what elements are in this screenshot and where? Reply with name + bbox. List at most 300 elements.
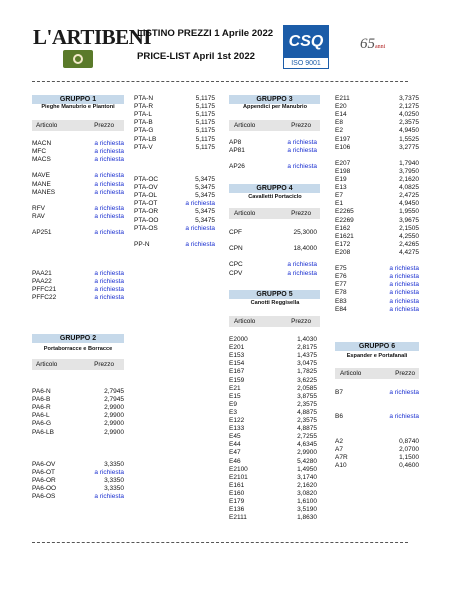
group-2-subtitle: Portaborracce e Borracce xyxy=(43,346,113,352)
article-price: a richiesta xyxy=(389,297,419,305)
article-code: E83 xyxy=(335,297,347,305)
group-3-column-header xyxy=(229,120,320,131)
group-6-subtitle: Espander e Portafanali xyxy=(346,353,408,359)
price-row xyxy=(134,217,215,225)
price-row xyxy=(335,160,419,168)
article-price: 5,4280 xyxy=(297,457,317,465)
article-price: 2,1620 xyxy=(399,176,419,183)
article-price: 4,0250 xyxy=(399,111,419,119)
article-code: PTA-V xyxy=(134,143,153,151)
article-code: PA6-N xyxy=(32,388,51,395)
article-price: 5,3475 xyxy=(195,216,215,224)
article-price: a richiesta xyxy=(185,240,215,248)
price-row xyxy=(32,493,124,501)
price-row xyxy=(229,360,317,368)
article-price: 4,9450 xyxy=(399,200,419,208)
article-code: E154 xyxy=(229,360,245,368)
article-price: 2,9900 xyxy=(297,449,317,457)
price-row xyxy=(335,136,419,144)
article-price: a richiesta xyxy=(94,229,124,237)
price-row xyxy=(229,245,317,253)
price-row xyxy=(229,385,317,393)
article-price: a richiesta xyxy=(185,200,215,208)
article-code: E47 xyxy=(229,449,241,457)
article-price: 4,0825 xyxy=(399,184,419,192)
article-price: 2,9900 xyxy=(104,428,124,436)
article-code: CPV xyxy=(229,269,243,277)
price-row xyxy=(229,344,317,352)
article-column-label: Articolo xyxy=(234,122,256,129)
article-code: MACS xyxy=(32,156,51,164)
article-code: PAA21 xyxy=(32,269,52,277)
article-price: 3,7375 xyxy=(399,95,419,102)
article-price: a richiesta xyxy=(185,224,215,232)
price-row xyxy=(32,278,124,286)
article-code: PTA-OL xyxy=(134,192,157,200)
price-row xyxy=(32,404,124,412)
article-price: 2,1275 xyxy=(399,103,419,111)
article-code: PA6-OR xyxy=(32,477,56,485)
article-code: PTA-OC xyxy=(134,176,159,183)
price-row xyxy=(134,103,215,111)
article-code: E179 xyxy=(229,498,245,505)
article-code: E208 xyxy=(335,248,351,256)
article-code: E167 xyxy=(229,368,245,376)
price-row xyxy=(229,425,317,433)
price-column-label: Prezzo xyxy=(94,122,114,129)
price-row xyxy=(32,189,124,197)
price-row xyxy=(229,441,317,449)
logo-emblem-icon xyxy=(63,50,93,68)
group-5-header: GRUPPO 5 xyxy=(229,290,320,299)
article-price: 2,4265 xyxy=(399,240,419,248)
article-code: E20 xyxy=(335,103,347,111)
article-price: a richiesta xyxy=(287,269,317,277)
price-row xyxy=(335,233,419,241)
price-row xyxy=(229,409,317,417)
article-code: E2101 xyxy=(229,473,248,481)
article-code: A10 xyxy=(335,461,347,469)
article-code: E122 xyxy=(229,417,245,424)
price-row xyxy=(335,119,419,127)
price-row xyxy=(335,200,419,208)
group-2-header: GRUPPO 2 xyxy=(32,334,124,343)
group-4-column-header xyxy=(229,208,320,219)
article-code: E14 xyxy=(335,111,347,119)
price-row xyxy=(335,176,419,184)
article-code: E2100 xyxy=(229,465,248,473)
price-row xyxy=(335,95,419,103)
article-code: PA6-OT xyxy=(32,469,55,476)
price-column-label: Prezzo xyxy=(94,361,114,368)
article-code: PTA-OR xyxy=(134,208,159,216)
price-row xyxy=(32,205,124,213)
price-row xyxy=(32,294,124,302)
article-code: PAA22 xyxy=(32,277,52,285)
article-price: 2,3575 xyxy=(297,417,317,424)
article-price: 3,3350 xyxy=(104,485,124,493)
price-row xyxy=(229,506,317,514)
article-price: a richiesta xyxy=(94,172,124,180)
article-code: PP-N xyxy=(134,240,150,248)
price-row xyxy=(335,413,419,421)
article-price: a richiesta xyxy=(389,305,419,313)
article-code: E1 xyxy=(335,200,343,208)
price-row xyxy=(335,192,419,200)
article-price: a richiesta xyxy=(94,204,124,212)
article-price: 2,7255 xyxy=(297,433,317,441)
article-code: E211 xyxy=(335,95,350,102)
article-code: MACN xyxy=(32,140,52,147)
group-1-header: GRUPPO 1 xyxy=(32,95,124,104)
article-price: a richiesta xyxy=(94,180,124,188)
article-price: 2,9900 xyxy=(104,404,124,412)
price-row xyxy=(229,514,317,522)
article-price: 3,2775 xyxy=(399,143,419,151)
article-price: 5,3475 xyxy=(195,176,215,183)
group-1-column-header xyxy=(32,120,124,131)
article-code: E2000 xyxy=(229,336,248,343)
price-row xyxy=(335,111,419,119)
price-row xyxy=(229,466,317,474)
article-code: E76 xyxy=(335,273,347,281)
article-price: a richiesta xyxy=(287,139,317,146)
article-price: a richiesta xyxy=(94,285,124,293)
article-price: 5,3475 xyxy=(195,184,215,192)
group-5-subtitle: Canotti Reggisella xyxy=(250,300,300,306)
price-row xyxy=(335,298,419,306)
article-price: 3,6225 xyxy=(297,376,317,384)
article-code: E75 xyxy=(335,265,347,273)
price-row xyxy=(32,461,124,469)
article-code: B6 xyxy=(335,413,343,421)
article-price: 2,9900 xyxy=(104,412,124,420)
price-row xyxy=(335,438,419,446)
article-price: 1,6100 xyxy=(297,498,317,505)
article-price: 5,1175 xyxy=(195,127,215,135)
price-row xyxy=(229,474,317,482)
price-row xyxy=(134,95,215,103)
price-row xyxy=(229,163,317,171)
price-column-label: Prezzo xyxy=(291,210,311,217)
title-italian: LISTINO PREZZI 1 Aprile 2022 xyxy=(137,28,274,39)
article-column-label: Articolo xyxy=(234,210,256,217)
article-price: 3,3350 xyxy=(104,477,124,485)
price-row xyxy=(335,249,419,257)
price-row xyxy=(32,229,124,237)
article-price: 2,3575 xyxy=(399,119,419,127)
article-price: a richiesta xyxy=(389,389,419,396)
article-code: A7R xyxy=(335,453,348,461)
article-code: MANE xyxy=(32,180,51,188)
article-price: 4,9450 xyxy=(399,127,419,135)
article-price: a richiesta xyxy=(94,148,124,156)
price-row xyxy=(335,127,419,135)
group-3-subtitle: Appendici per Manubrio xyxy=(242,104,308,110)
article-code: E161 xyxy=(229,481,245,489)
csq-brand: CSQ xyxy=(284,26,328,58)
price-row xyxy=(229,270,317,278)
article-code: CPC xyxy=(229,261,243,269)
price-row xyxy=(335,389,419,397)
price-row xyxy=(32,140,124,148)
article-price: 2,8175 xyxy=(297,344,317,352)
logo-wordmark: L'ARTIBENI xyxy=(33,25,151,49)
article-code: MFC xyxy=(32,148,47,156)
article-code: PTA-OT xyxy=(134,200,158,208)
article-price: 1,9550 xyxy=(399,208,419,216)
price-row xyxy=(32,286,124,294)
article-price: a richiesta xyxy=(94,140,124,147)
price-row xyxy=(229,229,317,237)
price-row xyxy=(32,429,124,437)
article-code: PTA-OO xyxy=(134,216,159,224)
group-5-column-header xyxy=(229,316,320,327)
price-row xyxy=(32,270,124,278)
price-row xyxy=(335,103,419,111)
article-code: E13 xyxy=(335,184,347,192)
price-row xyxy=(335,462,419,470)
article-price: 2,7945 xyxy=(104,396,124,404)
article-price: 3,7950 xyxy=(399,167,419,175)
price-row xyxy=(134,200,215,208)
article-code: PTA-OS xyxy=(134,224,158,232)
price-row xyxy=(229,458,317,466)
article-price: 1,4030 xyxy=(297,336,317,343)
price-row xyxy=(32,485,124,493)
article-code: E3 xyxy=(229,408,237,416)
article-price: 2,0585 xyxy=(297,384,317,392)
group-4-header: GRUPPO 4 xyxy=(229,184,320,193)
article-code: PFFC22 xyxy=(32,293,57,301)
price-row xyxy=(229,417,317,425)
article-code: B7 xyxy=(335,389,343,396)
price-row xyxy=(335,454,419,462)
article-column-label: Articolo xyxy=(234,318,256,325)
price-row xyxy=(335,184,419,192)
article-price: 5,3475 xyxy=(195,208,215,216)
price-row xyxy=(32,477,124,485)
article-code: PTA-N xyxy=(134,95,154,102)
price-row xyxy=(32,181,124,189)
article-price: 2,3575 xyxy=(297,400,317,408)
price-row xyxy=(134,127,215,135)
article-price: 1,1500 xyxy=(399,453,419,461)
article-price: a richiesta xyxy=(389,413,419,421)
article-price: 5,3475 xyxy=(195,192,215,200)
price-row xyxy=(335,265,419,273)
article-code: E159 xyxy=(229,376,245,384)
group-3-header: GRUPPO 3 xyxy=(229,95,320,104)
article-code: CPF xyxy=(229,229,242,236)
article-code: E21 xyxy=(229,384,241,392)
article-code: E172 xyxy=(335,240,351,248)
group-4-subtitle: Cavalletti Portaciclo xyxy=(248,194,302,200)
article-price: 3,1740 xyxy=(297,473,317,481)
iso-label: ISO 9001 xyxy=(291,60,321,67)
article-code: E84 xyxy=(335,305,347,313)
article-price: 1,7940 xyxy=(399,159,419,167)
article-code: PTA-R xyxy=(134,103,154,111)
article-price: a richiesta xyxy=(94,469,124,476)
price-row xyxy=(229,147,317,155)
article-code: PA6-B xyxy=(32,396,51,404)
price-row xyxy=(335,281,419,289)
article-code: PTA-L xyxy=(134,111,152,119)
article-price: 3,0820 xyxy=(297,489,317,497)
price-row xyxy=(229,368,317,376)
price-column-label: Prezzo xyxy=(291,318,311,325)
top-divider xyxy=(32,81,408,82)
article-code: RFV xyxy=(32,204,45,212)
article-code: E2 xyxy=(335,127,343,135)
article-code: E153 xyxy=(229,352,245,360)
price-row xyxy=(335,217,419,225)
article-price: 3,0475 xyxy=(297,360,317,368)
group-6-column-header xyxy=(335,368,419,379)
article-code: RAV xyxy=(32,212,45,220)
article-price: 3,5190 xyxy=(297,506,317,514)
article-price: 0,8740 xyxy=(399,437,419,445)
article-code: PTA-OV xyxy=(134,184,158,192)
price-row xyxy=(229,449,317,457)
group-6-header: GRUPPO 6 xyxy=(335,342,419,351)
price-row xyxy=(32,388,124,396)
article-price: a richiesta xyxy=(94,493,124,501)
article-price: a richiesta xyxy=(287,147,317,155)
price-row xyxy=(335,208,419,216)
article-code: AP251 xyxy=(32,229,52,237)
article-code: E201 xyxy=(229,344,245,352)
price-row xyxy=(134,184,215,192)
article-price: 1,5525 xyxy=(399,135,419,143)
article-price: 4,4275 xyxy=(399,248,419,256)
article-price: a richiesta xyxy=(389,281,419,289)
bottom-divider xyxy=(32,542,408,543)
price-row xyxy=(229,139,317,147)
price-row xyxy=(335,446,419,454)
article-code: E2269 xyxy=(335,216,354,224)
article-column-label: Articolo xyxy=(36,122,58,129)
article-code: E162 xyxy=(335,224,351,232)
company-logo xyxy=(33,22,151,72)
price-row xyxy=(335,144,419,152)
price-row xyxy=(335,241,419,249)
article-price: 4,8875 xyxy=(297,408,317,416)
article-code: E19 xyxy=(335,176,347,183)
article-code: E45 xyxy=(229,433,241,441)
article-price: 4,8875 xyxy=(297,425,317,433)
article-price: 3,9675 xyxy=(399,216,419,224)
article-price: 3,3350 xyxy=(104,460,124,468)
article-code: AP81 xyxy=(229,147,245,155)
price-row xyxy=(229,336,317,344)
article-price: 0,4600 xyxy=(399,461,419,469)
price-row xyxy=(335,289,419,297)
article-price: 5,1175 xyxy=(195,111,215,119)
article-code: E15 xyxy=(229,392,241,400)
article-code: PA6-G xyxy=(32,420,52,428)
article-price: 5,1175 xyxy=(195,103,215,111)
group-2-column-header xyxy=(32,359,124,370)
article-code: PA6-R xyxy=(32,404,51,412)
article-price: a richiesta xyxy=(389,265,419,273)
price-row xyxy=(32,148,124,156)
article-code: CPN xyxy=(229,245,243,253)
article-price: a richiesta xyxy=(389,273,419,281)
article-code: A2 xyxy=(335,437,343,445)
article-price: 1,4950 xyxy=(297,465,317,473)
article-code: E2111 xyxy=(229,514,247,522)
article-price: 25,3000 xyxy=(293,229,317,236)
price-row xyxy=(229,490,317,498)
article-price: 2,7945 xyxy=(104,388,124,395)
price-row xyxy=(32,156,124,164)
article-price: 2,1620 xyxy=(297,481,317,489)
article-price: 2,0700 xyxy=(399,445,419,453)
article-code: AP8 xyxy=(229,139,242,146)
article-code: E9 xyxy=(229,400,237,408)
article-code: E207 xyxy=(335,159,351,167)
article-code: E106 xyxy=(335,143,351,151)
price-row xyxy=(229,433,317,441)
article-code: PTA-B xyxy=(134,119,153,127)
article-code: E133 xyxy=(229,425,245,433)
article-price: a richiesta xyxy=(287,261,317,269)
article-price: a richiesta xyxy=(287,163,317,171)
group-1-subtitle: Pieghe Manubrio e Piantoni xyxy=(41,104,115,110)
article-price: a richiesta xyxy=(94,277,124,285)
anniversary-badge xyxy=(360,36,385,53)
article-code: E197 xyxy=(335,135,351,143)
article-code: E8 xyxy=(335,119,343,127)
price-row xyxy=(32,412,124,420)
price-row xyxy=(229,498,317,506)
price-row xyxy=(335,225,419,233)
price-row xyxy=(134,241,215,249)
price-row xyxy=(229,393,317,401)
anniversary-label: anni xyxy=(375,44,386,50)
price-row xyxy=(229,401,317,409)
article-price: 3,8755 xyxy=(297,392,317,400)
article-price: 5,1175 xyxy=(195,135,215,143)
article-price: 1,4375 xyxy=(297,352,317,360)
article-price: a richiesta xyxy=(94,156,124,164)
price-row xyxy=(32,213,124,221)
article-code: E77 xyxy=(335,281,347,289)
article-code: E78 xyxy=(335,289,347,297)
article-price: a richiesta xyxy=(94,188,124,196)
article-price: 1,8630 xyxy=(297,514,317,522)
article-code: E2265 xyxy=(335,208,354,216)
article-price: a richiesta xyxy=(94,269,124,277)
article-code: PTA-G xyxy=(134,127,154,135)
article-code: E44 xyxy=(229,441,241,449)
price-row xyxy=(335,306,419,314)
article-code: PA6-OO xyxy=(32,485,57,493)
article-code: E136 xyxy=(229,506,245,514)
price-row xyxy=(134,111,215,119)
price-row xyxy=(32,396,124,404)
article-price: a richiesta xyxy=(389,289,419,297)
article-price: 2,9900 xyxy=(104,420,124,428)
article-code: PFFC21 xyxy=(32,285,57,293)
price-row xyxy=(134,119,215,127)
price-row xyxy=(229,377,317,385)
article-code: A7 xyxy=(335,445,343,453)
title-english: PRICE-LIST April 1st 2022 xyxy=(137,51,256,62)
article-code: PTA-LB xyxy=(134,135,157,143)
